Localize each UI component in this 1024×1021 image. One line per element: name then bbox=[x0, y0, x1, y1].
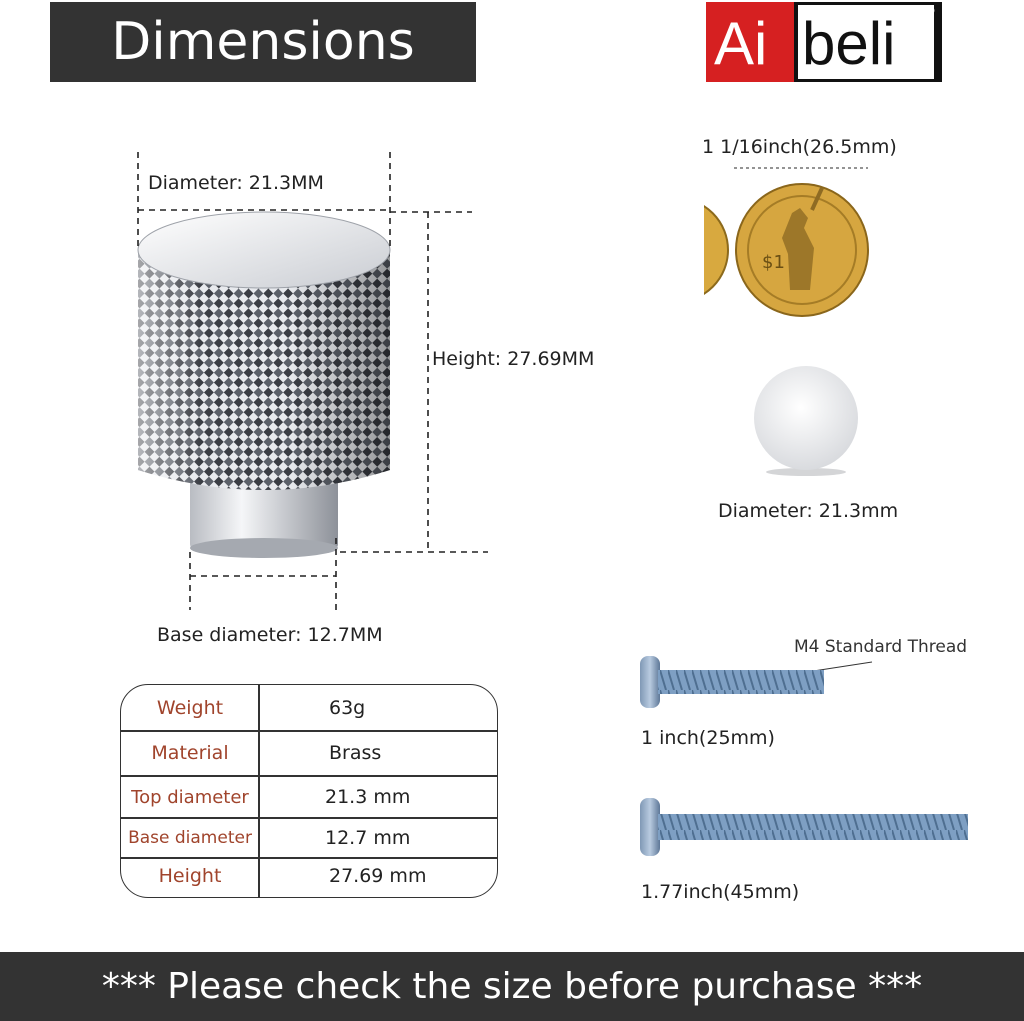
spec-key: Base diameter bbox=[128, 828, 252, 848]
spec-row-weight bbox=[121, 687, 497, 730]
spec-value: 63g bbox=[329, 697, 366, 719]
footer-banner bbox=[0, 952, 1024, 1021]
thread-label: M4 Standard Thread bbox=[794, 637, 968, 657]
long-screw-icon bbox=[640, 798, 660, 856]
coin-comparison bbox=[704, 158, 884, 323]
top-diameter-label: Diameter: 21.3mm bbox=[718, 500, 899, 522]
short-screw-label: 1 inch(25mm) bbox=[641, 727, 775, 749]
spec-value: 12.7 mm bbox=[325, 827, 411, 849]
diameter-label: Diameter: 21.3MM bbox=[148, 172, 324, 194]
spec-row-top-diameter bbox=[121, 776, 497, 819]
title-banner bbox=[50, 2, 476, 82]
spec-row-material bbox=[121, 732, 497, 775]
knob-diagram bbox=[100, 140, 500, 620]
spec-key: Weight bbox=[156, 697, 224, 719]
logo-text-beli: beli bbox=[802, 10, 896, 77]
logo-text-ai: Ai bbox=[714, 10, 768, 77]
spec-key: Height bbox=[158, 865, 222, 887]
brand-logo bbox=[706, 2, 942, 82]
short-screw-icon bbox=[640, 656, 660, 708]
page-title: Dimensions bbox=[111, 12, 415, 72]
coin-denomination: $1 bbox=[762, 252, 785, 273]
coin-size-label: 1 1/16inch(26.5mm) bbox=[702, 136, 897, 158]
spec-value: Brass bbox=[329, 742, 382, 764]
spec-key: Top diameter bbox=[131, 787, 249, 808]
spec-row-height bbox=[121, 855, 497, 898]
height-label: Height: 27.69MM bbox=[432, 348, 595, 370]
long-screw-label: 1.77inch(45mm) bbox=[641, 881, 800, 903]
footer-notice: *** Please check the size before purchase *** bbox=[101, 966, 923, 1007]
spec-value: 27.69 mm bbox=[329, 865, 427, 887]
knob-top bbox=[138, 212, 390, 288]
screws-diagram bbox=[636, 650, 976, 862]
spec-row-base-diameter bbox=[121, 817, 497, 860]
registered-mark: ® bbox=[924, 4, 936, 18]
top-view-disc bbox=[748, 360, 864, 476]
base-diameter-label: Base diameter: 12.7MM bbox=[157, 624, 383, 646]
spec-table bbox=[120, 684, 498, 898]
spec-value: 21.3 mm bbox=[325, 786, 411, 808]
spec-key: Material bbox=[151, 742, 229, 764]
